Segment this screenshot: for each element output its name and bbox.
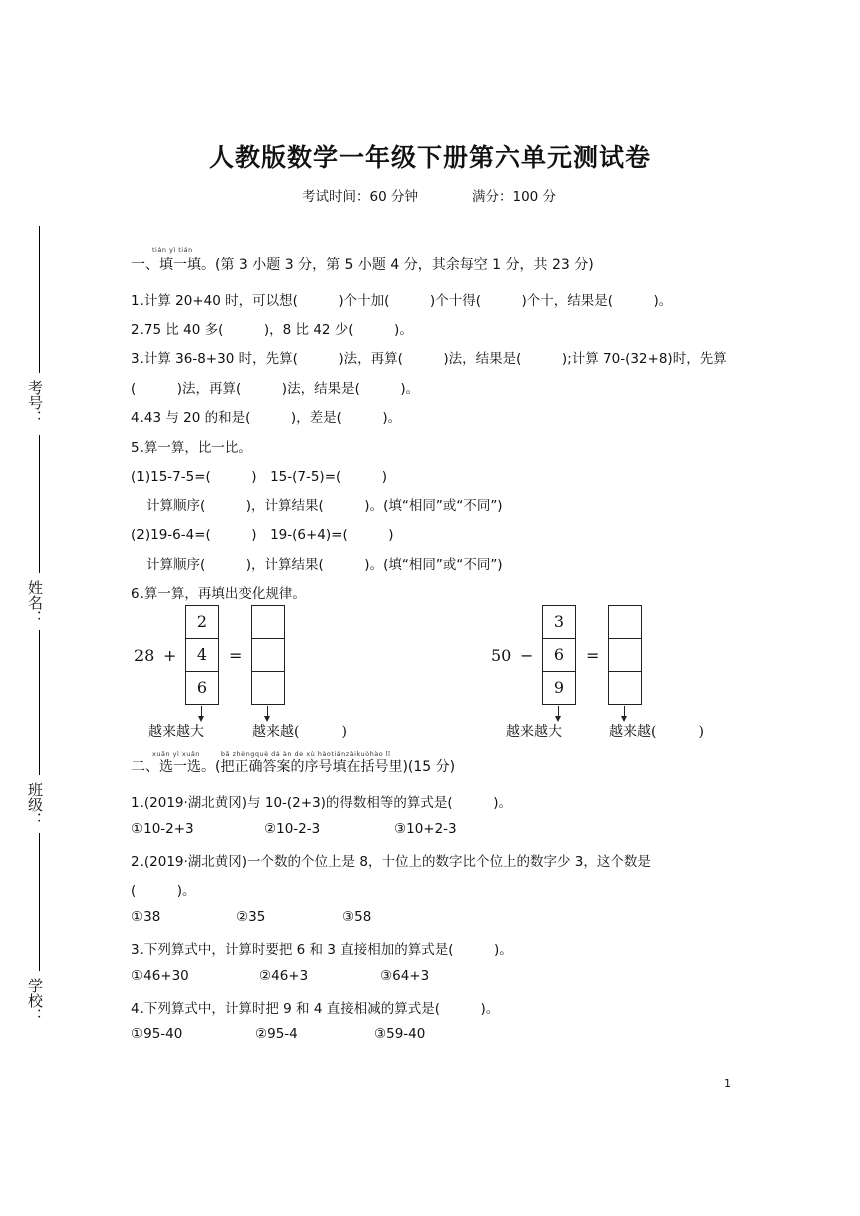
right-result-box[interactable] <box>608 605 642 639</box>
choice-question-1: 1.(2019·湖北黄冈)与 10-(2+3)的得数相等的算式是( )。 <box>131 795 512 811</box>
name-label: 姓名： <box>26 580 44 625</box>
choice-option[interactable]: ③10+2-3 <box>394 821 457 837</box>
left-operand-box: 4 <box>185 638 219 672</box>
choice-option[interactable]: ③58 <box>342 909 372 925</box>
right-base-number: 50 <box>491 646 512 665</box>
choice-option[interactable]: ①46+30 <box>131 968 189 984</box>
left-equals: = <box>229 646 243 665</box>
down-arrow-icon <box>558 706 559 717</box>
right-operand-box: 6 <box>542 638 576 672</box>
down-arrow-icon <box>267 706 268 717</box>
choice-question-3: 3.下列算式中，计算时要把 6 和 3 直接相加的算式是( )。 <box>131 942 513 958</box>
left-operand-box: 6 <box>185 671 219 705</box>
right-operand-box: 3 <box>542 605 576 639</box>
choice-question-2: 2.(2019·湖北黄冈)一个数的个位上是 8，十位上的数字比个位上的数字少 3，这个数是 <box>131 854 651 870</box>
left-result-box[interactable] <box>251 605 285 639</box>
down-arrow-icon <box>201 706 202 717</box>
question-4: 4.43 与 20 的和是( )，差是( )。 <box>131 410 402 426</box>
choice-question-2-cont: ( )。 <box>131 883 196 899</box>
binding-line <box>39 833 40 971</box>
left-operand-box: 2 <box>185 605 219 639</box>
question-6: 6.算一算，再填出变化规律。 <box>131 586 306 602</box>
right-caption-result: 越来越( ) <box>609 724 704 740</box>
exam-no-label: 考号： <box>26 380 44 425</box>
question-5: 5.算一算，比一比。 <box>131 440 252 456</box>
choice-option[interactable]: ②46+3 <box>259 968 309 984</box>
binding-line <box>39 630 40 775</box>
left-caption-result: 越来越( ) <box>252 724 347 740</box>
right-equals: = <box>586 646 600 665</box>
choice-option[interactable]: ①95-40 <box>131 1026 183 1042</box>
binding-line <box>39 226 40 373</box>
right-result-box[interactable] <box>608 671 642 705</box>
choice-option[interactable]: ②35 <box>236 909 266 925</box>
right-caption-operand: 越来越大 <box>506 724 562 740</box>
down-arrow-icon <box>624 706 625 717</box>
choice-option[interactable]: ③64+3 <box>380 968 430 984</box>
choice-option[interactable]: ③59-40 <box>374 1026 426 1042</box>
exam-time: 考试时间：60 分钟 <box>302 189 418 205</box>
binding-line <box>39 435 40 573</box>
page-number: 1 <box>724 1077 731 1090</box>
choice-option[interactable]: ②95-4 <box>255 1026 298 1042</box>
full-score: 满分：100 分 <box>472 189 557 205</box>
question-5-2-order: 计算顺序( )，计算结果( )。(填“相同”或“不同”) <box>146 557 503 573</box>
left-base-number: 28 <box>134 646 155 665</box>
left-result-box[interactable] <box>251 671 285 705</box>
question-3: 3.计算 36-8+30 时，先算( )法，再算( )法，结果是( );计算 70-(32+8)时，先算 <box>131 351 727 367</box>
left-caption-operand: 越来越大 <box>148 724 204 740</box>
question-2: 2.75 比 40 多( )，8 比 42 少( )。 <box>131 322 413 338</box>
choice-option[interactable]: ①10-2+3 <box>131 821 194 837</box>
page-title: 人教版数学一年级下册第六单元测试卷 <box>208 143 651 172</box>
choice-question-4: 4.下列算式中，计算时把 9 和 4 直接相减的算式是( )。 <box>131 1001 500 1017</box>
school-label: 学校： <box>26 978 44 1023</box>
question-5-1: (1)15-7-5=( ) 15-(7-5)=( ) <box>131 469 388 485</box>
left-result-box[interactable] <box>251 638 285 672</box>
section1-pinyin: tián yì tián <box>152 246 193 254</box>
section2-heading: 二、选一选。(把正确答案的序号填在括号里)(15 分) <box>131 759 456 775</box>
left-operator: + <box>163 646 177 665</box>
right-result-box[interactable] <box>608 638 642 672</box>
right-operand-box: 9 <box>542 671 576 705</box>
question-3-cont: ( )法，再算( )法，结果是( )。 <box>131 381 420 397</box>
class-label: 班级： <box>26 782 44 827</box>
question-5-2: (2)19-6-4=( ) 19-(6+4)=( ) <box>131 527 394 543</box>
question-1: 1.计算 20+40 时，可以想( )个十加( )个十得( )个十，结果是( )。 <box>131 293 673 309</box>
section1-heading: 一、填一填。(第 3 小题 3 分，第 5 小题 4 分，其余每空 1 分，共 23 分) <box>131 257 594 273</box>
choice-option[interactable]: ②10-2-3 <box>264 821 321 837</box>
section2-pinyin: xuǎn yì xuǎn bǎ zhèngquè dá àn de xù hàotiánzàikuòhào lǐ <box>152 750 391 758</box>
right-operator: − <box>520 646 534 665</box>
question-5-1-order: 计算顺序( )，计算结果( )。(填“相同”或“不同”) <box>146 498 503 514</box>
choice-option[interactable]: ①38 <box>131 909 161 925</box>
